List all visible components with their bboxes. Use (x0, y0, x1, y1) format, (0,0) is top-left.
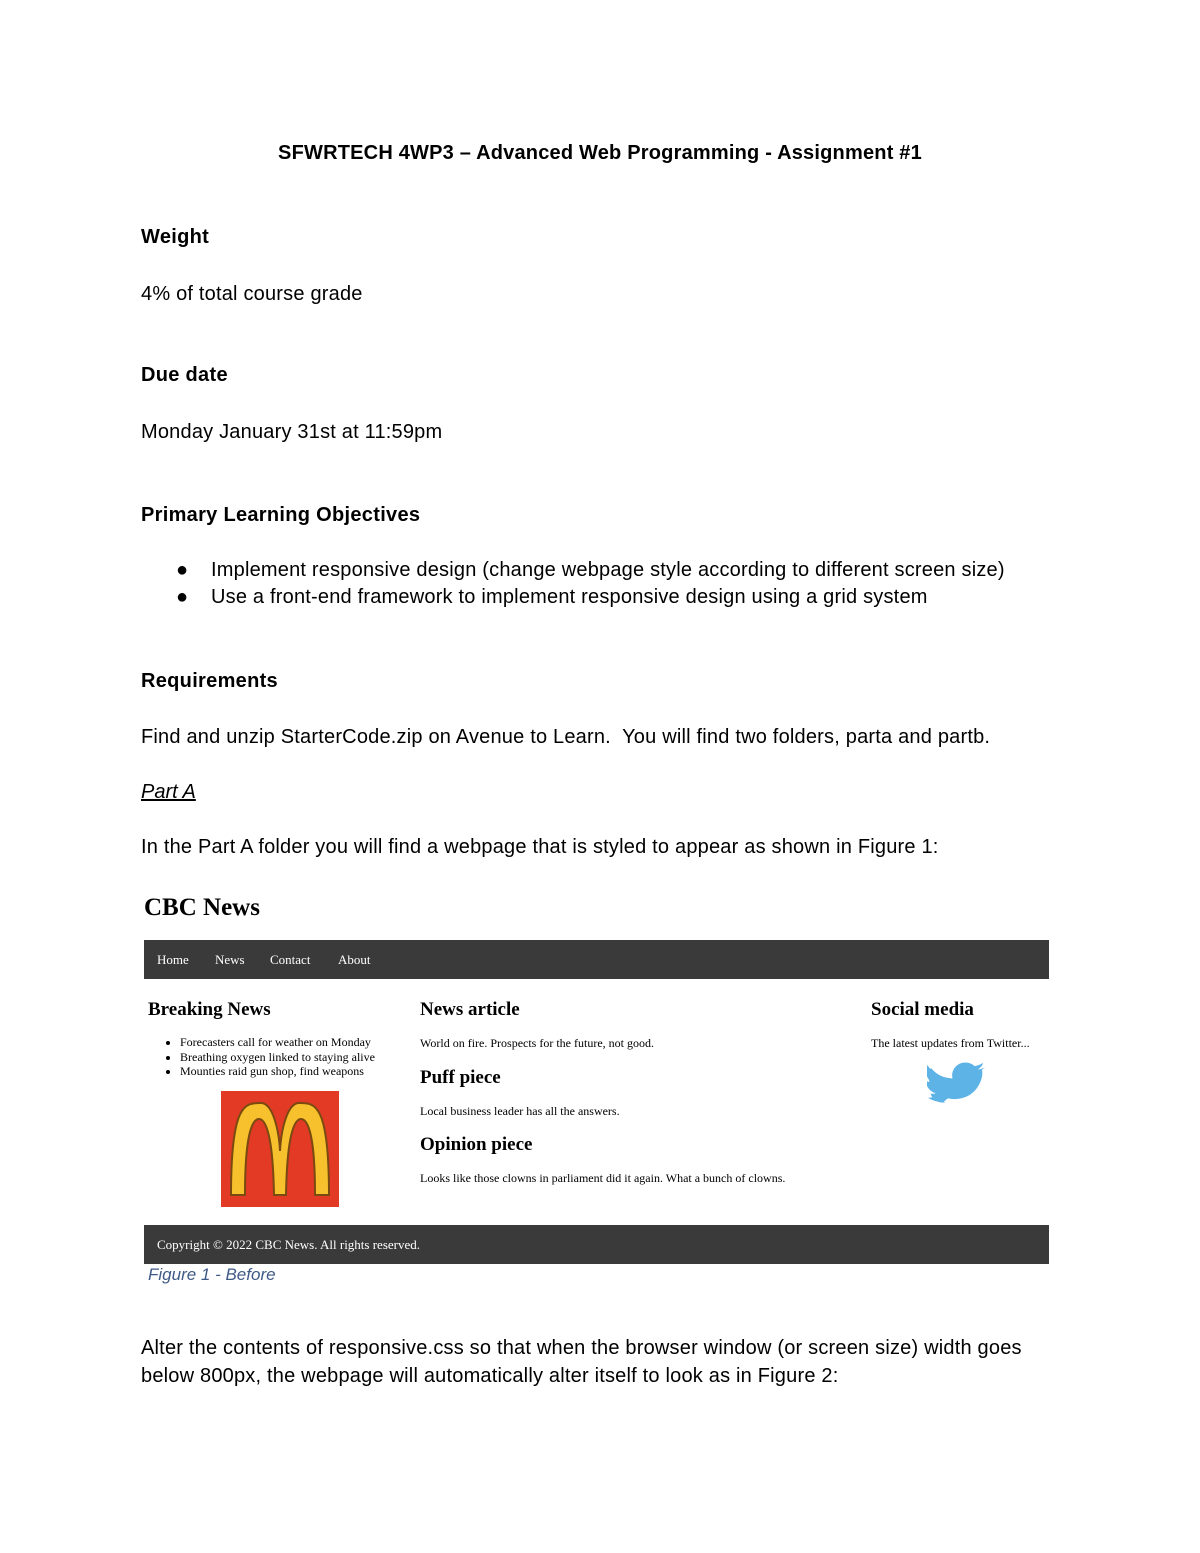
objective-item: Implement responsive design (change webpage style according to different screen size) (211, 559, 1005, 581)
weight-heading: Weight (141, 226, 210, 248)
puff-piece-heading: Puff piece (420, 1067, 501, 1088)
objectives-heading: Primary Learning Objectives (141, 504, 421, 526)
requirements-intro: Find and unzip StarterCode.zip on Avenue to Learn. You will find two folders, parta and partb. (141, 726, 991, 748)
objective-item: Use a front-end framework to implement responsive design using a grid system (211, 586, 928, 608)
site-brand: CBC News (144, 894, 260, 921)
list-item: • Forecasters call for weather on Monday (180, 1035, 375, 1050)
part-a-text: In the Part A folder you will find a webpage that is styled to appear as shown in Figure 1: (141, 836, 939, 858)
list-item: • Mounties raid gun shop, find weapons (180, 1064, 375, 1079)
nav-about: About (338, 952, 371, 967)
footer-copyright: Copyright © 2022 CBC News. All rights reserved. (157, 1237, 421, 1252)
nav-home: Home (157, 952, 189, 967)
opinion-piece-heading: Opinion piece (420, 1134, 533, 1155)
site-nav-bar (144, 940, 1049, 979)
weight-text: 4% of total course grade (141, 283, 363, 305)
nav-news: News (215, 952, 245, 967)
part-a-label: Part A (141, 781, 196, 803)
news-article-text: World on fire. Prospects for the future, not good. (420, 1036, 654, 1050)
twitter-bird-icon (927, 1062, 989, 1111)
due-date-heading: Due date (141, 364, 228, 386)
breaking-news-heading: Breaking News (148, 999, 271, 1020)
site-footer (144, 1225, 1049, 1264)
requirements-heading: Requirements (141, 670, 278, 692)
puff-piece-text: Local business leader has all the answers. (420, 1104, 620, 1118)
list-item: • Breathing oxygen linked to staying alive (180, 1050, 375, 1065)
breaking-news-list (160, 1035, 375, 1079)
social-media-heading: Social media (871, 999, 974, 1020)
nav-contact: Contact (270, 952, 311, 967)
opinion-piece-text: Looks like those clowns in parliament did it again. What a bunch of clowns. (420, 1171, 786, 1185)
mcdonalds-logo-icon (221, 1091, 339, 1207)
document-title: SFWRTECH 4WP3 – Advanced Web Programming - Assignment #1 (278, 142, 922, 164)
bullet-icon: ● (176, 559, 189, 581)
social-media-text: The latest updates from Twitter... (871, 1036, 1030, 1050)
due-date-text: Monday January 31st at 11:59pm (141, 421, 443, 443)
closing-paragraph: Alter the contents of responsive.css so that when the browser window (or screen size) width goes below 800px, the webpage will automatically alter itself to look as in Figure 2: (141, 1337, 1022, 1387)
bullet-icon: ● (176, 586, 189, 608)
news-article-heading: News article (420, 999, 520, 1020)
figure-caption: Figure 1 - Before (148, 1265, 276, 1284)
figure-1-screenshot (144, 890, 1049, 1266)
